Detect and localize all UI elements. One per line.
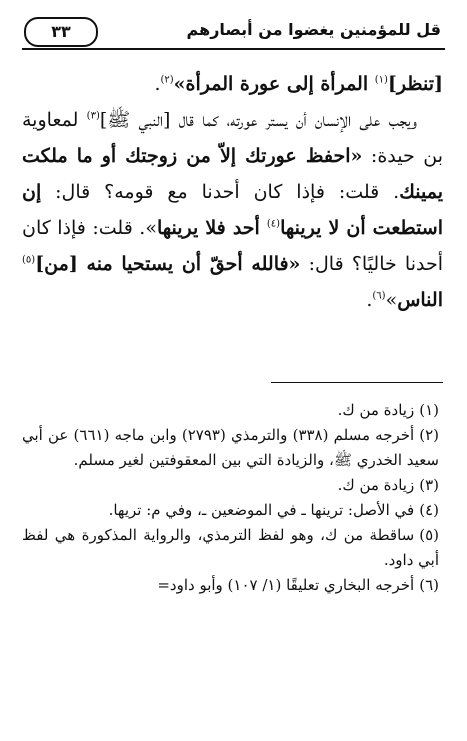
footnote-1 bbox=[22, 398, 439, 423]
footnote-ref-3[interactable]: (٣) bbox=[86, 110, 100, 122]
text-segment: . bbox=[366, 289, 373, 311]
footnote-number: (٣) bbox=[419, 476, 439, 494]
footnote-ref-6[interactable]: (٦) bbox=[372, 290, 386, 302]
footnote-text: ساقطة من ك، وهو لفظ الترمذي، والرواية المذكورة هي لفظ أبي داود. bbox=[22, 526, 439, 569]
footnote-2 bbox=[22, 423, 439, 473]
footnote-3 bbox=[22, 473, 439, 498]
text-segment: ». قلت: فإذا كان أحدنا خاليًا؟ قال: bbox=[22, 217, 443, 275]
footnote-number: (٦) bbox=[419, 576, 439, 594]
hadith-quote: أحد فلا يرينها bbox=[156, 217, 267, 239]
running-title: قل للمؤمنين يغضوا من أبصارهم bbox=[186, 20, 441, 39]
footnote-6 bbox=[22, 573, 439, 598]
page-number: ٣٣ bbox=[24, 17, 98, 47]
text-segment: المرأة إلى عورة المرأة» bbox=[173, 73, 375, 95]
footnote-number: (٢) bbox=[419, 426, 439, 444]
text-segment: . قلت: فإذا كان أحدنا مع قومه؟ قال: bbox=[41, 181, 400, 203]
paragraph-2 bbox=[22, 102, 443, 318]
page-header bbox=[20, 16, 445, 50]
text-segment: [تنظر] bbox=[387, 73, 443, 95]
footnote-text: زيادة من ك. bbox=[337, 476, 415, 494]
footnote-5 bbox=[22, 523, 439, 573]
footnotes bbox=[22, 398, 439, 598]
footnote-4 bbox=[22, 498, 439, 523]
footnote-ref-1[interactable]: (١) bbox=[374, 74, 388, 86]
text-segment: لمعاوية بن حيدة: bbox=[22, 109, 443, 167]
footnote-number: (١) bbox=[419, 401, 439, 419]
hadith-quote: إن استطعت أن لا يرينها bbox=[22, 181, 443, 239]
footnote-number: (٥) bbox=[419, 526, 439, 544]
paragraph-1 bbox=[22, 66, 443, 102]
text-segment: ويجب على الإنسان أن يستر عورته، كما قال [النبي ﷺ] bbox=[99, 109, 417, 131]
hadith-quote: «احفظ عورتك إلاّ من زوجتك أو ما ملكت يمينك bbox=[22, 145, 443, 203]
footnote-text: في الأصل: ترينها ـ في الموضعين ـ، وفي م: تريها. bbox=[108, 501, 415, 519]
text-segment: » bbox=[385, 289, 398, 311]
footnote-ref-2[interactable]: (٢) bbox=[160, 74, 174, 86]
footnote-separator bbox=[271, 382, 443, 383]
footnote-number: (٤) bbox=[419, 501, 439, 519]
hadith-quote: «فالله أحقّ أن يستحيا منه [من] bbox=[35, 253, 301, 275]
footnote-ref-5[interactable]: (٥) bbox=[22, 254, 36, 266]
text-segment: . bbox=[154, 73, 161, 95]
footnote-text: أخرجه مسلم (٣٣٨) والترمذي (٢٧٩٣) وابن ماجه (٦٦١) عن أبي سعيد الخدري ﷺ، والزيادة التي بين المعقوفتين لغير مسلم. bbox=[22, 426, 439, 469]
footnote-text: أخرجه البخاري تعليقًا (١/ ١٠٧) وأبو داود= bbox=[157, 576, 415, 594]
footnote-ref-4[interactable]: (٤) bbox=[266, 218, 281, 230]
footnote-text: زيادة من ك. bbox=[337, 401, 415, 419]
main-text bbox=[22, 66, 443, 318]
header-rule bbox=[22, 48, 445, 50]
hadith-quote: الناس bbox=[397, 289, 443, 311]
